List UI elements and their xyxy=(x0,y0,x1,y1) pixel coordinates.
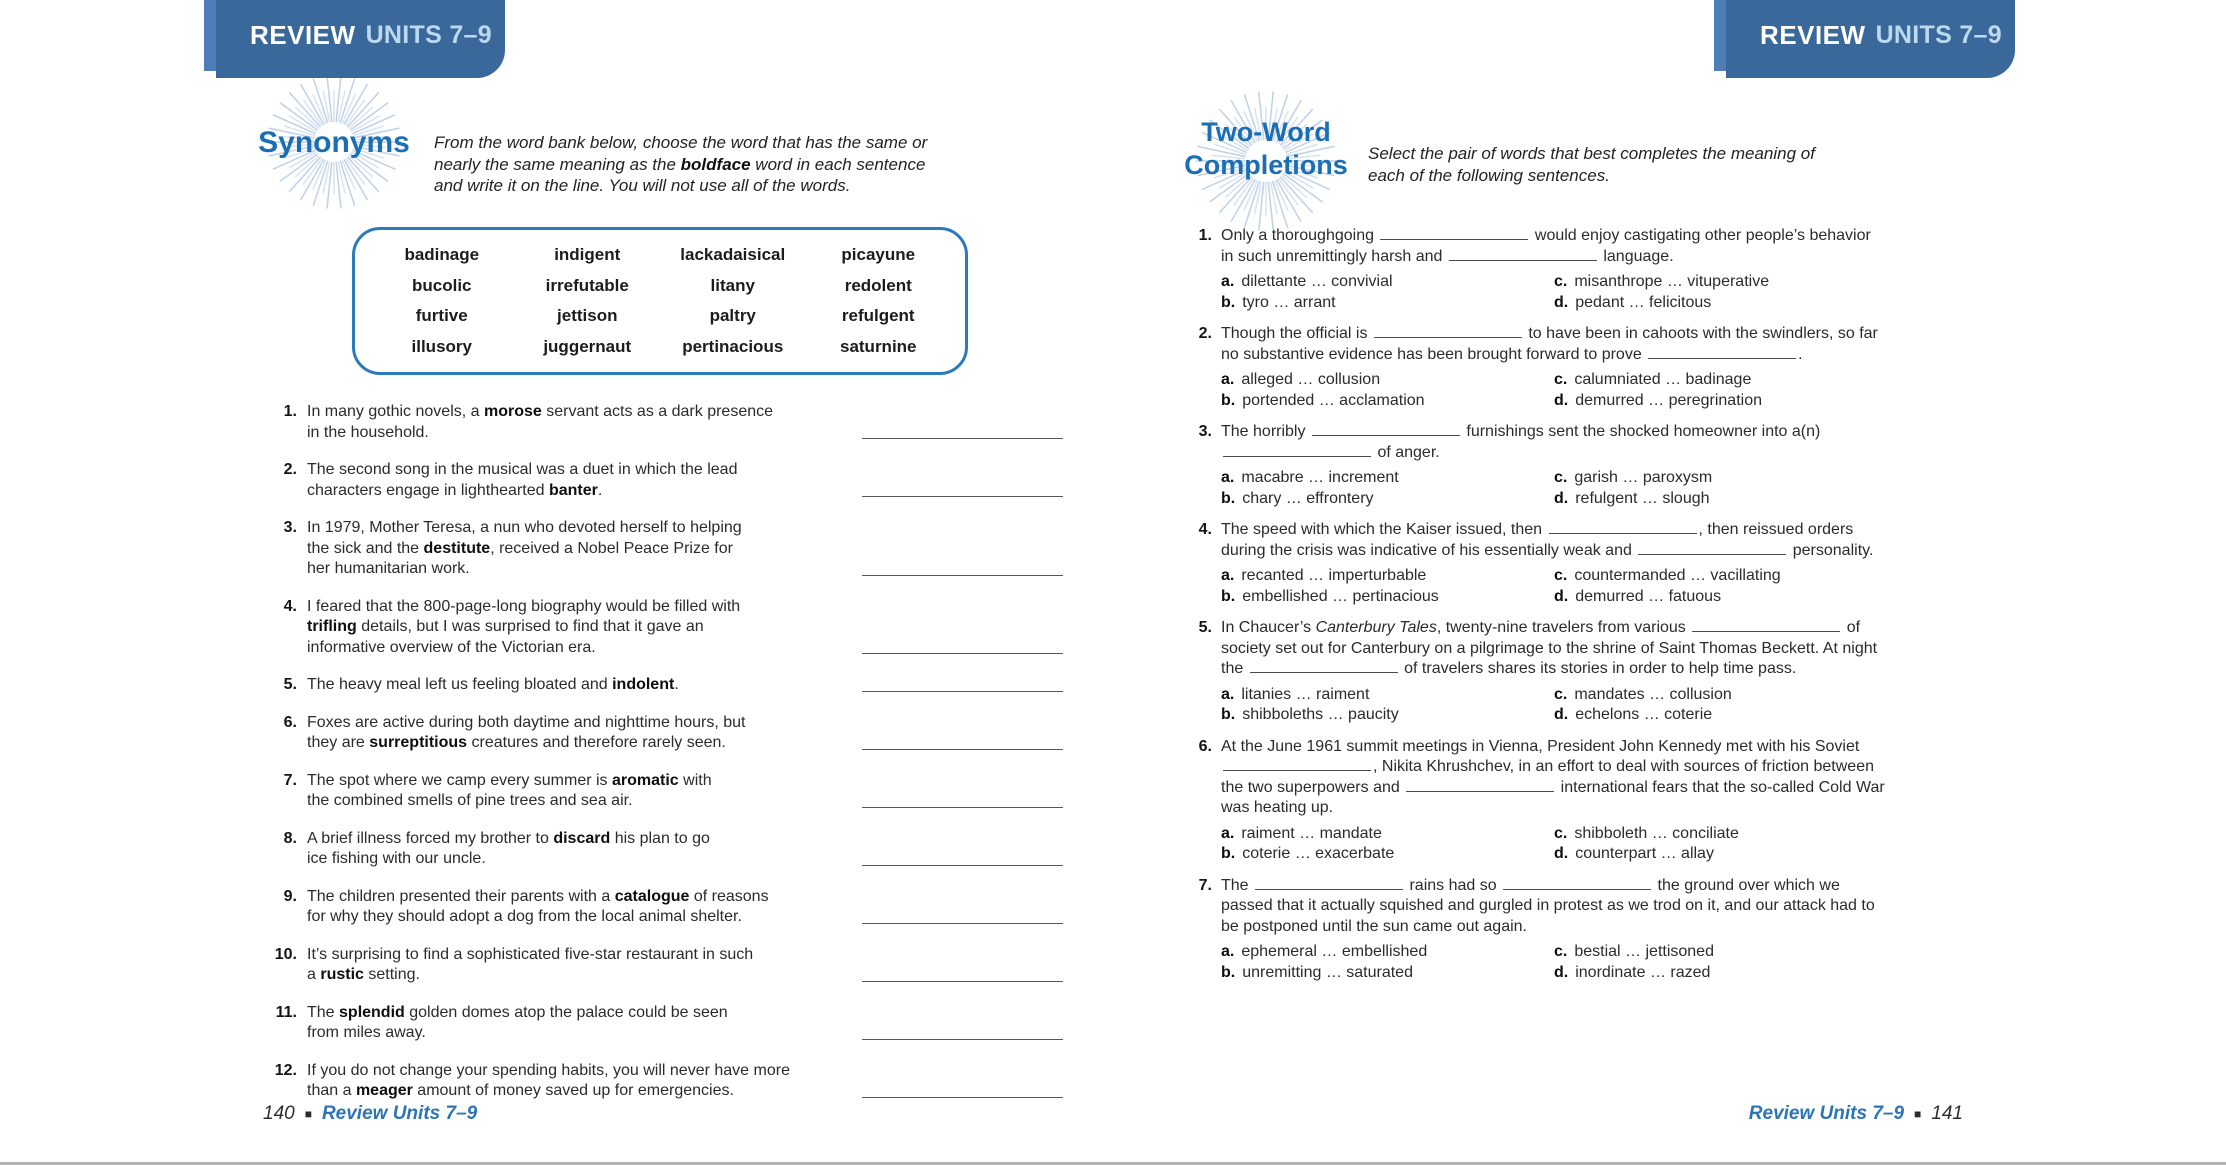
item-number: 8. xyxy=(283,829,297,847)
tab-units-label: UNITS 7–9 xyxy=(1875,21,2002,49)
option-letter: a. xyxy=(1221,371,1235,388)
answer-option[interactable] xyxy=(1221,391,1554,412)
review-units-tab-left xyxy=(204,0,496,71)
question-text: Though the official is to have been in cahoots with the swindlers, so far no substantive evidence has been brought forward to prove . xyxy=(1221,325,1878,363)
option-text: calumniated … badinage xyxy=(1574,371,1752,388)
word-bank-word: furtive xyxy=(415,306,468,326)
option-text: demurred … fatuous xyxy=(1575,587,1722,605)
synonym-item xyxy=(263,597,1063,659)
word-bank-word: illusory xyxy=(411,337,472,357)
item-sentence: I feared that the 800-page-long biography would be filled with trifling details, but I was surprised to find that it gave an informative overview of the Victorian era. xyxy=(307,597,741,656)
word-bank-word: picayune xyxy=(841,244,916,264)
inline-blank[interactable] xyxy=(1250,659,1398,673)
item-number: 10. xyxy=(274,945,297,963)
answer-option[interactable] xyxy=(1221,844,1554,865)
answer-option[interactable] xyxy=(1221,293,1554,314)
item-sentence: The second song in the musical was a duet in which the lead characters engage in lighthearted banter. xyxy=(307,461,738,499)
option-text: countermanded … vacillating xyxy=(1574,567,1781,584)
option-letter: c. xyxy=(1554,469,1568,486)
synonym-item xyxy=(263,518,1063,580)
item-number: 2. xyxy=(283,461,297,478)
inline-blank[interactable] xyxy=(1312,422,1460,436)
item-sentence: If you do not change your spending habits, you will never have more than a meager amount of money saved up for emergencies. xyxy=(307,1061,790,1099)
answer-line[interactable] xyxy=(862,865,1063,866)
synonyms-instructions: From the word bank below, choose the word that has the same or nearly the same meaning as the boldface word in each sentence and write it on the line. You will not use all of the words. xyxy=(434,133,928,195)
answer-options xyxy=(1221,566,1873,607)
option-letter: d. xyxy=(1554,391,1569,409)
footer-square-icon: ■ xyxy=(1914,1107,1922,1121)
answer-option[interactable] xyxy=(1554,566,1873,587)
inline-blank[interactable] xyxy=(1374,324,1522,338)
inline-blank[interactable] xyxy=(1380,226,1528,240)
option-letter: c. xyxy=(1554,273,1568,290)
item-number: 4. xyxy=(283,597,297,615)
option-text: portended … acclamation xyxy=(1242,391,1425,409)
option-letter: b. xyxy=(1221,963,1236,981)
option-text: refulgent … slough xyxy=(1575,489,1710,507)
answer-option[interactable] xyxy=(1221,824,1554,845)
page-number: 140 xyxy=(263,1103,295,1124)
option-letter: a. xyxy=(1221,469,1235,486)
completion-question xyxy=(1185,618,1990,726)
option-text: ephemeral … embellished xyxy=(1241,943,1428,960)
option-letter: c. xyxy=(1554,371,1568,388)
answer-options xyxy=(1221,942,1875,983)
question-body xyxy=(1221,226,1871,313)
answer-line[interactable] xyxy=(862,496,1063,497)
item-sentence: A brief illness forced my brother to discard his plan to go ice fishing with our uncle. xyxy=(307,829,710,867)
inline-blank[interactable] xyxy=(1223,757,1371,771)
question-text: The speed with which the Kaiser issued, then , then reissued orders during the crisis was indicative of his essentially weak and personality. xyxy=(1221,521,1874,559)
inline-blank[interactable] xyxy=(1255,876,1403,890)
answer-options xyxy=(1221,468,1820,509)
section-title-two-word-completions xyxy=(1184,116,1348,182)
answer-line[interactable] xyxy=(862,691,1063,692)
inline-blank[interactable] xyxy=(1449,247,1597,261)
item-number: 3. xyxy=(1198,423,1212,440)
question-text: The horribly furnishings sent the shocked homeowner into a(n) of anger. xyxy=(1221,423,1821,461)
synonym-item xyxy=(263,460,1063,501)
item-sentence: In many gothic novels, a morose servant acts as a dark presence in the household. xyxy=(307,403,774,441)
answer-line[interactable] xyxy=(862,1097,1063,1098)
answer-option[interactable] xyxy=(1221,705,1554,726)
synonym-item xyxy=(263,887,1063,928)
title-line2: Completions xyxy=(1184,150,1348,180)
question-body xyxy=(1221,618,1877,726)
answer-option[interactable] xyxy=(1221,963,1554,984)
option-letter: d. xyxy=(1554,845,1569,862)
answer-option[interactable] xyxy=(1221,370,1554,391)
word-bank-word: saturnine xyxy=(839,337,917,357)
option-text: shibboleth … conciliate xyxy=(1574,824,1739,842)
option-letter: b. xyxy=(1221,706,1236,723)
item-sentence: The children presented their parents with a catalogue of reasons for why they should adopt a dog from the local animal shelter. xyxy=(307,887,769,925)
completion-question xyxy=(1185,737,1990,865)
word-bank-word: lackadaisical xyxy=(680,244,786,264)
section-title-synonyms: Synonyms xyxy=(258,126,410,159)
answer-option[interactable] xyxy=(1554,963,1875,984)
option-letter: b. xyxy=(1221,391,1236,409)
answer-option[interactable] xyxy=(1554,468,1820,489)
option-text: bestial … jettisoned xyxy=(1574,943,1714,960)
answer-option[interactable] xyxy=(1221,587,1554,608)
question-text: At the June 1961 summit meetings in Vienna, President John Kennedy met with his Soviet , Nikita Khrushchev, in an effort to deal with sources of friction between the two superpowers and international fears that the so-called Cold War was heating up. xyxy=(1221,737,1885,816)
item-number: 1. xyxy=(1198,227,1212,244)
item-number: 9. xyxy=(283,887,297,905)
synonym-item xyxy=(263,829,1063,870)
item-number: 4. xyxy=(1198,521,1212,538)
option-text: raiment … mandate xyxy=(1241,824,1382,842)
option-letter: d. xyxy=(1554,706,1569,723)
item-sentence: It’s surprising to find a sophisticated five-star restaurant in such a rustic setting. xyxy=(307,945,754,983)
option-letter: c. xyxy=(1554,685,1568,703)
inline-blank[interactable] xyxy=(1648,345,1796,359)
inline-blank[interactable] xyxy=(1503,876,1651,890)
left-page-footer xyxy=(263,1103,477,1125)
option-text: misanthrope … vituperative xyxy=(1574,273,1770,290)
answer-option[interactable] xyxy=(1221,685,1554,706)
option-text: coterie … exacerbate xyxy=(1242,845,1395,862)
word-bank xyxy=(352,227,968,375)
answer-line[interactable] xyxy=(862,438,1063,439)
review-units-tab-right xyxy=(1714,0,2006,71)
option-text: pedant … felicitous xyxy=(1575,293,1712,311)
synonym-item xyxy=(263,945,1063,986)
answer-option[interactable] xyxy=(1554,489,1820,510)
word-bank-word: badinage xyxy=(404,244,480,264)
option-text: alleged … collusion xyxy=(1241,371,1381,388)
completion-question xyxy=(1185,876,1990,984)
answer-option[interactable] xyxy=(1554,844,1885,865)
option-letter: b. xyxy=(1221,489,1236,507)
item-number: 7. xyxy=(1198,876,1212,894)
word-bank-word: pertinacious xyxy=(682,337,784,357)
answer-option[interactable] xyxy=(1221,942,1554,963)
option-text: tyro … arrant xyxy=(1242,293,1336,311)
question-body xyxy=(1221,324,1878,411)
item-number: 3. xyxy=(283,519,297,536)
option-text: unremitting … saturated xyxy=(1242,963,1413,981)
answer-line[interactable] xyxy=(862,981,1063,982)
option-text: dilettante … convivial xyxy=(1241,273,1393,290)
synonym-item xyxy=(263,675,1063,696)
option-letter: b. xyxy=(1221,293,1236,311)
option-text: demurred … peregrination xyxy=(1575,391,1762,409)
inline-blank[interactable] xyxy=(1223,443,1371,457)
option-text: litanies … raiment xyxy=(1241,685,1370,703)
answer-option[interactable] xyxy=(1554,705,1877,726)
answer-option[interactable] xyxy=(1554,272,1871,293)
option-letter: a. xyxy=(1221,273,1235,290)
answer-option[interactable] xyxy=(1554,370,1878,391)
two-word-instructions: Select the pair of words that best completes the meaning of each of the following sentences. xyxy=(1368,144,1815,185)
completion-question xyxy=(1185,324,1990,411)
option-text: chary … effrontery xyxy=(1242,489,1374,507)
item-number: 6. xyxy=(1198,737,1212,755)
footer-section-title: Review Units 7–9 xyxy=(1748,1103,1905,1124)
option-text: shibboleths … paucity xyxy=(1242,706,1399,723)
option-text: macabre … increment xyxy=(1241,469,1399,486)
item-number: 11. xyxy=(275,1003,297,1021)
word-bank-word: redolent xyxy=(844,275,912,295)
answer-option[interactable] xyxy=(1221,272,1554,293)
answer-option[interactable] xyxy=(1221,566,1554,587)
question-text: Only a thoroughgoing would enjoy castigating other people’s behavior in such unremittingly harsh and language. xyxy=(1221,227,1871,265)
question-body xyxy=(1221,876,1875,984)
answer-option[interactable] xyxy=(1554,824,1885,845)
word-bank-word: indigent xyxy=(554,244,621,264)
option-letter: a. xyxy=(1221,567,1235,584)
answer-option[interactable] xyxy=(1554,293,1871,314)
completion-question xyxy=(1185,422,1990,509)
synonym-item xyxy=(263,402,1063,443)
option-letter: d. xyxy=(1554,293,1569,311)
title-line1: Two-Word xyxy=(1201,117,1331,147)
item-number: 6. xyxy=(283,713,297,731)
option-letter: d. xyxy=(1554,489,1569,507)
synonym-item xyxy=(263,1003,1063,1044)
tab-units-label: UNITS 7–9 xyxy=(365,21,492,49)
option-letter: b. xyxy=(1221,587,1236,605)
synonym-item xyxy=(263,1061,1063,1102)
synonyms-sentence-list xyxy=(263,402,1063,1119)
synonym-item xyxy=(263,771,1063,812)
answer-line[interactable] xyxy=(862,653,1063,654)
option-letter: a. xyxy=(1221,943,1235,960)
option-letter: b. xyxy=(1221,845,1236,862)
question-body xyxy=(1221,737,1885,865)
question-text: The rains had so the ground over which we passed that it actually squished and gurgled in protest as we trod on it, and our attack had to be postponed until the sun came out again. xyxy=(1221,876,1875,935)
word-bank-word: bucolic xyxy=(411,275,472,295)
answer-option[interactable] xyxy=(1221,489,1554,510)
item-sentence: In 1979, Mother Teresa, a nun who devoted herself to helping the sick and the destitute, received a Nobel Peace Prize for her humanitarian work. xyxy=(307,519,742,577)
option-text: recanted … imperturbable xyxy=(1241,567,1427,584)
option-letter: c. xyxy=(1554,567,1568,584)
right-page-footer xyxy=(1749,1103,1963,1125)
answer-options xyxy=(1221,824,1885,865)
answer-line[interactable] xyxy=(862,807,1063,808)
answer-line[interactable] xyxy=(862,1039,1063,1040)
answer-options xyxy=(1221,370,1878,411)
option-letter: c. xyxy=(1554,943,1568,960)
answer-options xyxy=(1221,685,1877,726)
answer-line[interactable] xyxy=(862,749,1063,750)
answer-option[interactable] xyxy=(1554,587,1873,608)
inline-blank[interactable] xyxy=(1692,618,1840,632)
option-letter: a. xyxy=(1221,824,1235,842)
item-sentence: Foxes are active during both daytime and nighttime hours, but they are surreptitious creatures and therefore rarely seen. xyxy=(307,713,746,751)
footer-section-title: Review Units 7–9 xyxy=(321,1103,478,1124)
synonyms-section-header xyxy=(255,74,413,210)
item-number: 5. xyxy=(1198,619,1212,636)
option-text: mandates … collusion xyxy=(1574,685,1732,703)
item-sentence: The heavy meal left us feeling bloated and indolent. xyxy=(307,676,679,693)
option-letter: c. xyxy=(1554,824,1568,842)
item-number: 2. xyxy=(1198,325,1212,342)
inline-blank[interactable] xyxy=(1406,778,1554,792)
question-text: In Chaucer’s Canterbury Tales, twenty-nine travelers from various of society set out for Canterbury on a pilgrimage to the shrine of Saint Thomas Beckett. At night the of travelers shares its stories in order to help time pass. xyxy=(1221,619,1878,677)
answer-option[interactable] xyxy=(1221,468,1554,489)
two-word-section-header xyxy=(1181,90,1351,232)
word-bank-word: jettison xyxy=(557,306,618,326)
footer-square-icon: ■ xyxy=(304,1107,312,1121)
tab-review-label: REVIEW xyxy=(250,20,356,50)
answer-line[interactable] xyxy=(862,575,1063,576)
option-text: embellished … pertinacious xyxy=(1242,587,1439,605)
synonym-item xyxy=(263,713,1063,754)
completion-question xyxy=(1185,226,1990,313)
word-bank-word: juggernaut xyxy=(543,337,632,357)
item-number: 7. xyxy=(283,771,297,789)
tab-review-label: REVIEW xyxy=(1760,20,1866,50)
question-body xyxy=(1221,520,1873,607)
answer-option[interactable] xyxy=(1554,685,1877,706)
two-word-question-list xyxy=(1185,226,1990,994)
item-sentence: The spot where we camp every summer is aromatic with the combined smells of pine trees and sea air. xyxy=(307,771,712,809)
inline-blank[interactable] xyxy=(1638,541,1786,555)
question-body xyxy=(1221,422,1820,509)
answer-option[interactable] xyxy=(1554,942,1875,963)
item-number: 12. xyxy=(274,1061,297,1079)
option-text: counterpart … allay xyxy=(1575,845,1714,862)
word-bank-word: irrefutable xyxy=(545,275,629,295)
word-bank-word: litany xyxy=(710,275,755,295)
item-number: 1. xyxy=(283,403,297,420)
option-text: echelons … coterie xyxy=(1575,706,1713,723)
item-sentence: The splendid golden domes atop the palace could be seen from miles away. xyxy=(307,1003,728,1041)
word-bank-word: paltry xyxy=(709,306,756,326)
answer-options xyxy=(1221,272,1871,313)
option-text: inordinate … razed xyxy=(1575,963,1711,981)
inline-blank[interactable] xyxy=(1549,520,1697,534)
completion-question xyxy=(1185,520,1990,607)
answer-option[interactable] xyxy=(1554,391,1878,412)
answer-line[interactable] xyxy=(862,923,1063,924)
page-number: 141 xyxy=(1931,1103,1963,1124)
option-text: garish … paroxysm xyxy=(1574,469,1713,486)
word-bank-word: refulgent xyxy=(841,306,915,326)
option-letter: a. xyxy=(1221,685,1235,703)
item-number: 5. xyxy=(283,676,297,693)
option-letter: d. xyxy=(1554,963,1569,981)
option-letter: d. xyxy=(1554,587,1569,605)
